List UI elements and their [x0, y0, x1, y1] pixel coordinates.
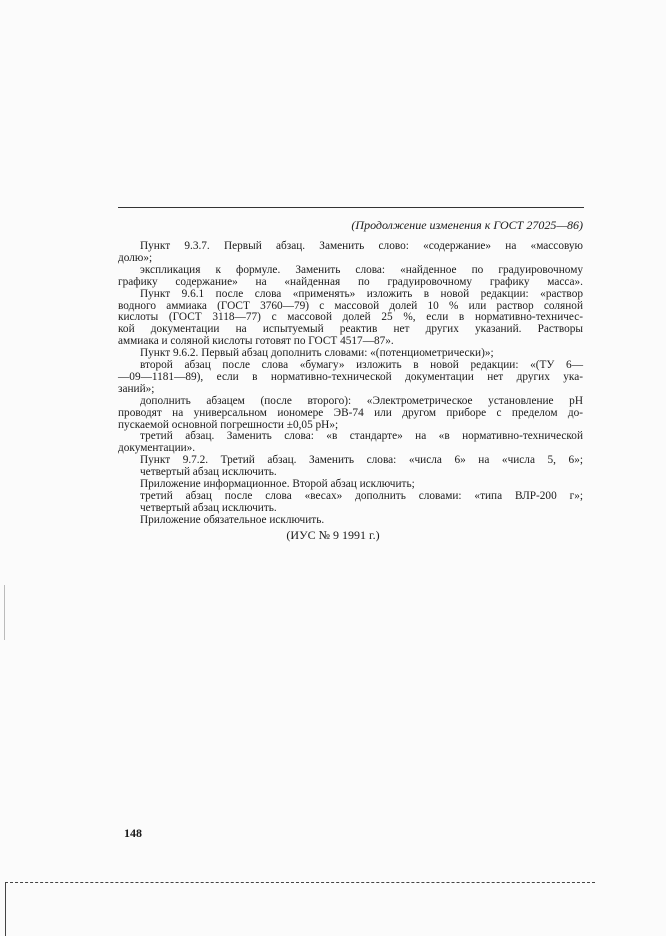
- bottom-border: [5, 882, 595, 883]
- text-line: —09—1181—89), если в нормативно-технической документации нет других ука-: [118, 370, 583, 383]
- text-line: дополнить абзацем (после второго): «Электрометрическое установление pH: [140, 394, 583, 407]
- text-line: графику содержание» на «найденная по градуировочному графику масса».: [118, 275, 583, 288]
- text-line: кислоты (ГОСТ 3118—77) с массовой долей 25 %, если в нормативно-техничес-: [118, 311, 583, 324]
- text-line: проводят на универсальном иономере ЭВ-74 или другом приборе с пределом до-: [118, 406, 583, 419]
- text-line: аммиака и соляной кислоты готовят по ГОСТ 4517—87».: [118, 335, 394, 348]
- text-line: Пункт 9.6.1 после слова «применять» изложить в новой редакции: «раствор: [140, 287, 583, 300]
- text-line: пускаемой основной погрешности ±0,05 pH»;: [118, 418, 339, 431]
- text-line: долю»;: [118, 251, 153, 264]
- text-line: документации».: [118, 442, 196, 455]
- text-line: четвертый абзац исключить.: [140, 501, 277, 514]
- continuation-header: (Продолжение изменения к ГОСТ 27025—86): [351, 218, 583, 232]
- text-line: второй абзац после слова «бумагу» изложить в новой редакции: «(ТУ 6—: [140, 359, 583, 371]
- page-number: 148: [124, 826, 142, 840]
- text-line: Приложение информационное. Второй абзац исключить;: [140, 478, 415, 490]
- text-line: заний»;: [118, 382, 155, 395]
- text-line: экспликация к формуле. Заменить слова: «найденное по градуировочному: [140, 263, 583, 276]
- text-line: четвертый абзац исключить.: [140, 466, 277, 479]
- text-line: Приложение обязательное исключить.: [140, 513, 325, 526]
- text-line: третий абзац после слова «весах» дополнить словами: «типа ВЛР-200 г»;: [140, 489, 583, 502]
- text-line: кой документации на испытуемый реактив нет других указаний. Растворы: [118, 323, 583, 336]
- text-line: третий абзац. Заменить слова: «в стандарте» на «в нормативно-технической: [140, 430, 583, 443]
- text-line: Пункт 9.7.2. Третий абзац. Заменить слова: «числа 6» на «числа 5, 6»;: [140, 454, 583, 467]
- left-border: [5, 882, 6, 936]
- ius-reference: (ИУС № 9 1991 г.): [286, 528, 380, 542]
- text-line: Пункт 9.6.2. Первый абзац дополнить словами: «(потенциометрически)»;: [140, 347, 494, 360]
- header-rule: [118, 207, 584, 208]
- text-line: Пункт 9.3.7. Первый абзац. Заменить слово: «содержание» на «массовую: [140, 240, 583, 252]
- scan-mark: [4, 585, 5, 640]
- text-line: водного аммиака (ГОСТ 3760—79) с массовой долей 10 % или раствор соляной: [118, 299, 583, 312]
